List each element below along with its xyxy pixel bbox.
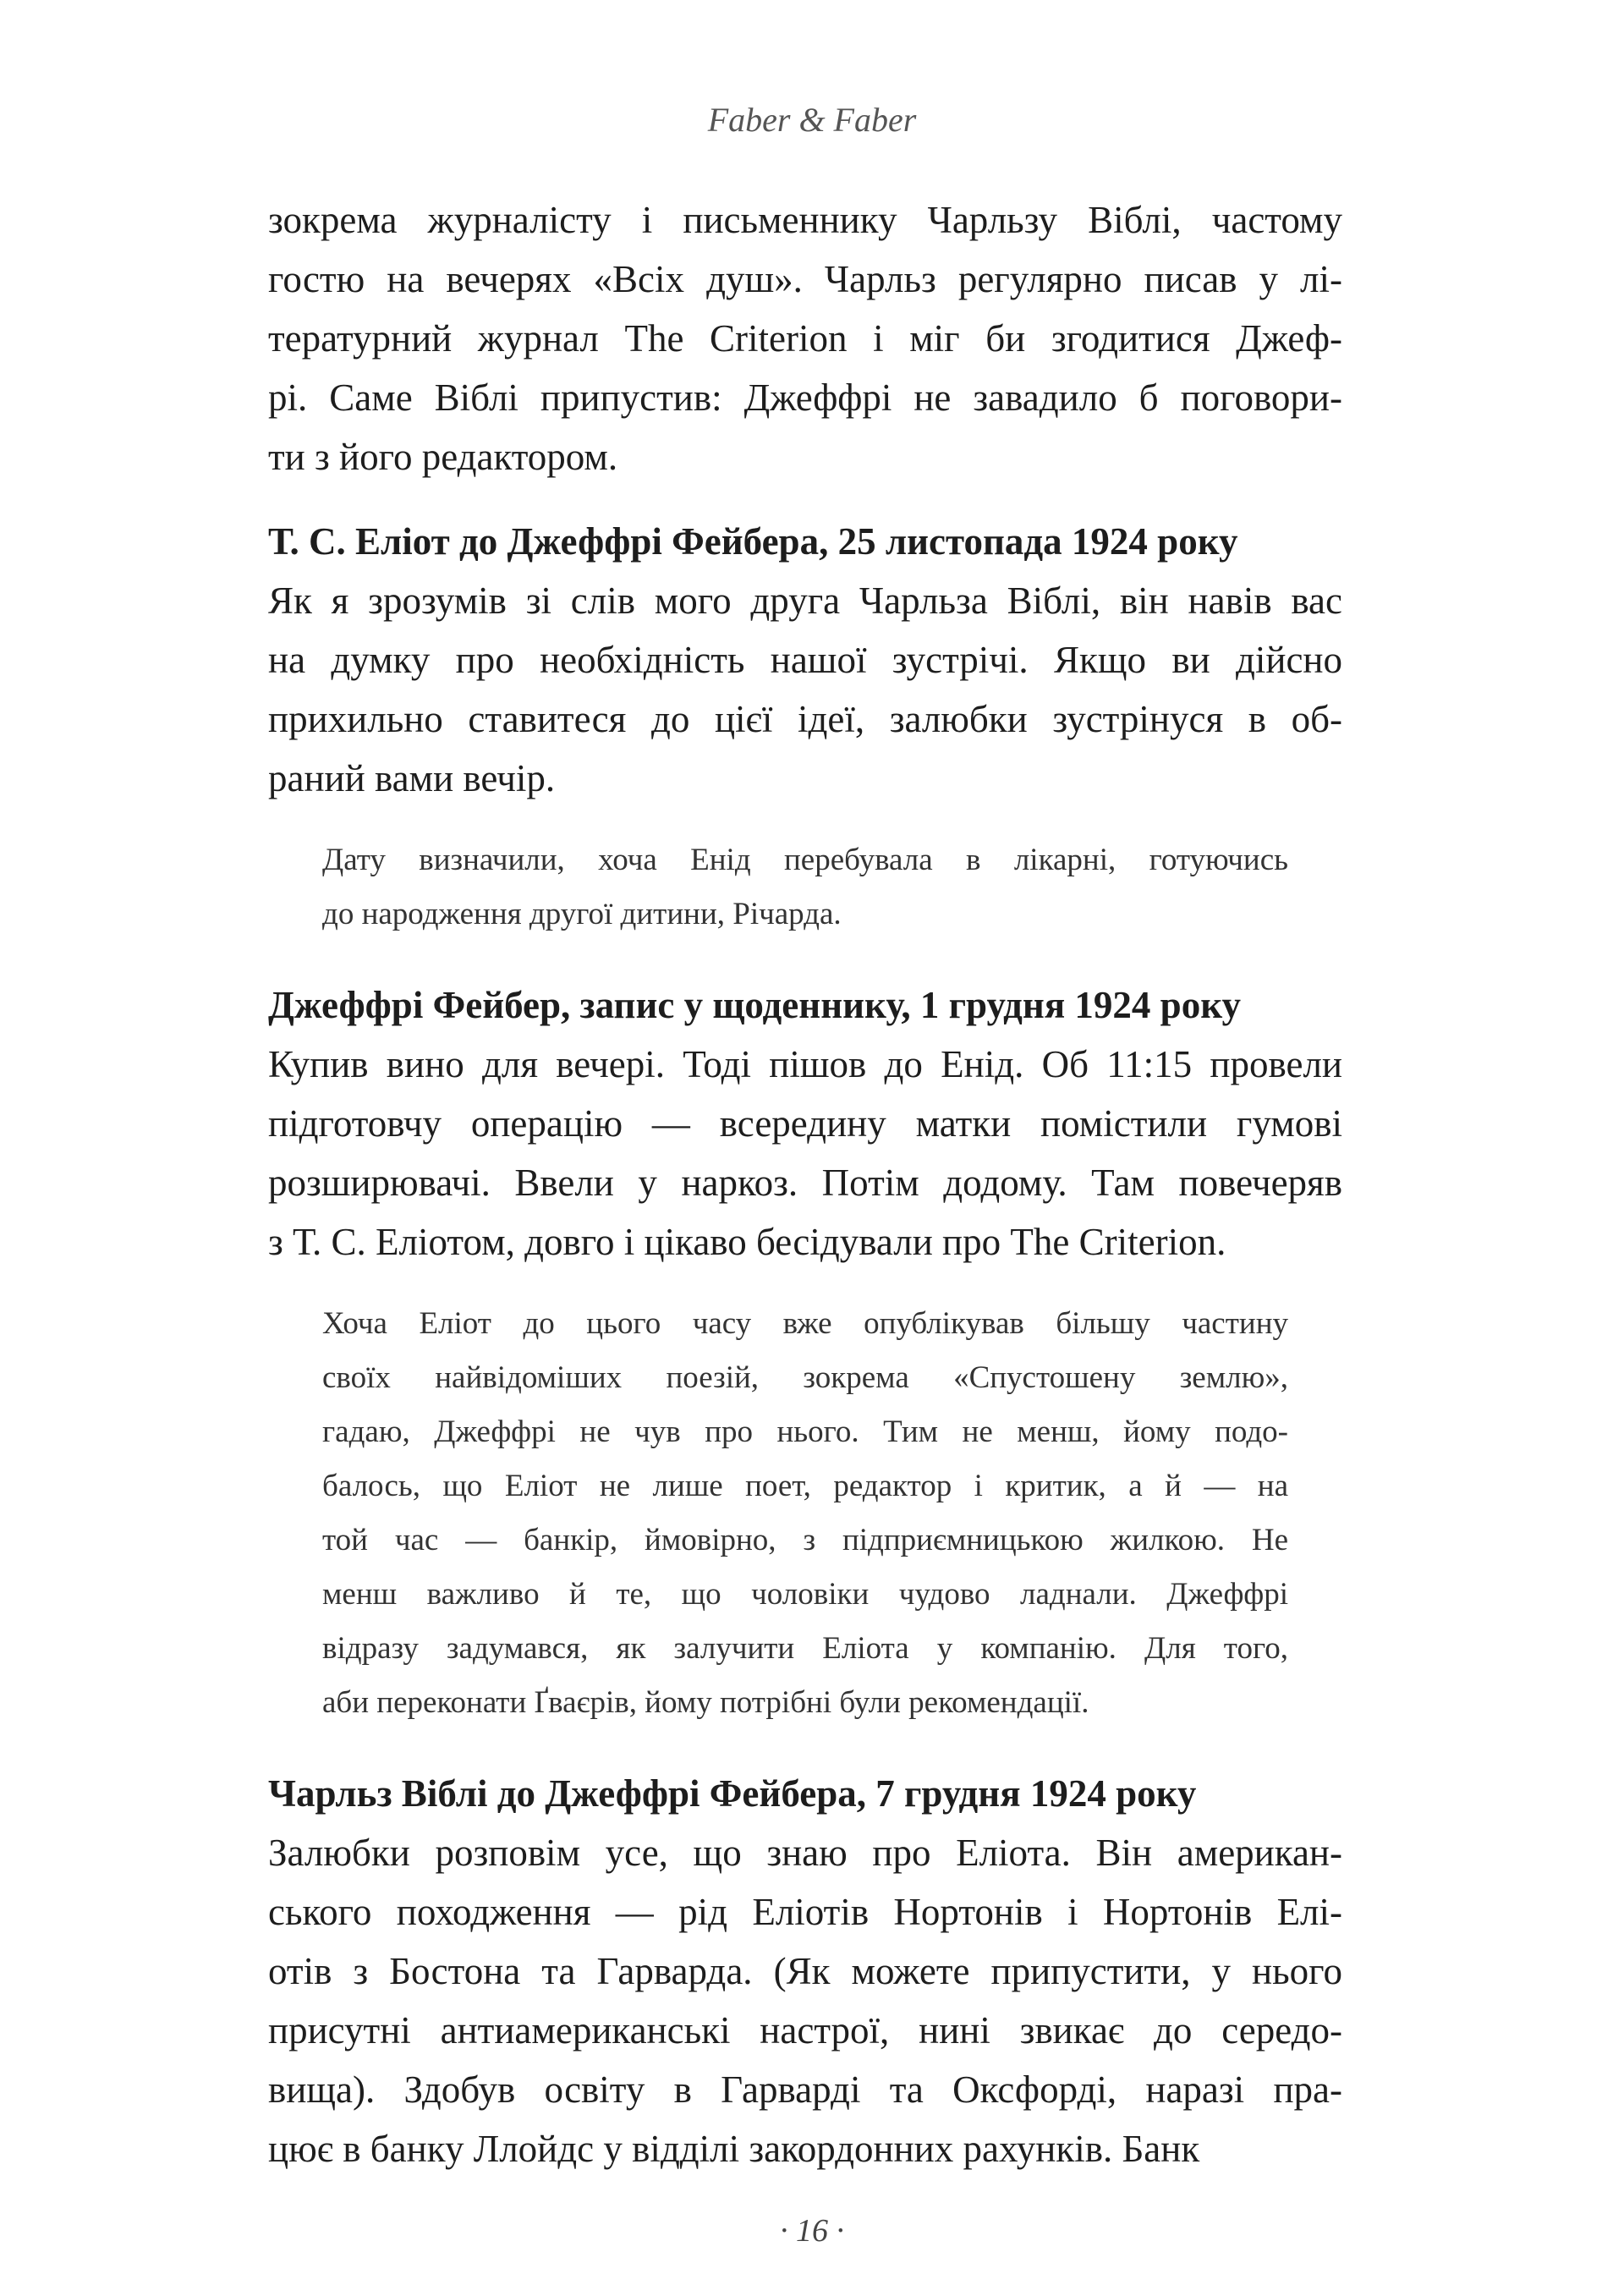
text-line: Купив вино для вечері. Тоді пішов до Енід. Об 11:15 провели <box>268 1043 1342 1085</box>
text-line: отів з Бостона та Гарварда. (Як можете припустити, у нього <box>268 1950 1342 1992</box>
letter-paragraph <box>268 1035 1342 1272</box>
letter-paragraph <box>268 190 1342 486</box>
text-line: вища). Здобув освіту в Гарварді та Оксфорді, наразі пра- <box>268 2068 1342 2111</box>
section-heading <box>268 1764 1342 1823</box>
text-line: рі. Саме Віблі припустив: Джеффрі не завадило б поговори- <box>268 376 1342 419</box>
text-line: присутні антиамериканські настрої, нині звикає до середо- <box>268 2009 1342 2052</box>
text-line: балось, що Еліот не лише поет, редактор і критик, а й — на <box>322 1469 1288 1503</box>
text-line: ського походження — рід Еліотів Нортонів і Нортонів Елі- <box>268 1891 1342 1933</box>
text-line: Як я зрозумів зі слів мого друга Чарльза Віблі, він навів вас <box>268 579 1342 622</box>
text-line: розширювачі. Ввели у наркоз. Потім додому. Там повечеряв <box>268 1162 1342 1204</box>
text-line: Джеффрі Фейбер, запис у щоденнику, 1 грудня 1924 року <box>268 984 1241 1026</box>
text-line: Залюбки розповім усе, що знаю про Еліота. Він американ- <box>268 1832 1342 1874</box>
commentary-paragraph <box>322 833 1288 942</box>
letter-paragraph <box>268 571 1342 808</box>
text-line: Хоча Еліот до цього часу вже опублікував більшу частину <box>322 1306 1288 1341</box>
text-line: на думку про необхідність нашої зустрічі. Якщо ви дійсно <box>268 639 1342 681</box>
text-line: тературний журнал The Criterion і міг би згодитися Джеф- <box>268 317 1342 360</box>
section-heading <box>268 975 1342 1035</box>
text-line: раний вами вечір. <box>268 757 556 799</box>
commentary-paragraph <box>322 1297 1288 1730</box>
text-line: гостю на вечерях «Всіх душ». Чарльз регулярно писав у лі- <box>268 258 1342 300</box>
page-number: · 16 · <box>780 2213 844 2249</box>
text-line: ти з його редактором. <box>268 436 618 478</box>
text-line: з Т. С. Еліотом, довго і цікаво бесідували про The Criterion. <box>268 1221 1226 1263</box>
text-line: Чарльз Віблі до Джеффрі Фейбера, 7 грудня 1924 року <box>268 1772 1197 1815</box>
text-line: той час — банкір, ймовірно, з підприємницькою жилкою. Не <box>322 1523 1288 1557</box>
text-line: аби переконати Ґваєрів, йому потрібні були рекомендації. <box>322 1685 1089 1720</box>
text-line: своїх найвідоміших поезій, зокрема «Спустошену землю», <box>322 1360 1288 1395</box>
letter-paragraph <box>268 1823 1342 2178</box>
section-heading <box>268 512 1342 571</box>
text-line: менш важливо й те, що чоловіки чудово ладнали. Джеффрі <box>322 1577 1288 1612</box>
page-body <box>268 190 1342 2178</box>
text-line: Дату визначили, хоча Енід перебувала в лікарні, готуючись <box>322 843 1288 877</box>
running-head: Faber & Faber <box>707 101 917 139</box>
text-line: гадаю, Джеффрі не чув про нього. Тим не менш, йому подо- <box>322 1414 1288 1449</box>
text-line: до народження другої дитини, Річарда. <box>322 897 842 931</box>
text-line: підготовчу операцію — всередину матки помістили гумові <box>268 1102 1342 1145</box>
text-line: цює в банку Ллойдс у відділі закордонних рахунків. Банк <box>268 2128 1200 2170</box>
text-line: відразу задумався, як залучити Еліота у компанію. Для того, <box>322 1631 1288 1666</box>
text-line: прихильно ставитеся до цієї ідеї, залюбки зустрінуся в об- <box>268 698 1342 740</box>
text-line: зокрема журналісту і письменнику Чарльзу Віблі, частому <box>268 199 1342 241</box>
text-line: Т. С. Еліот до Джеффрі Фейбера, 25 листопада 1924 року <box>268 520 1238 563</box>
